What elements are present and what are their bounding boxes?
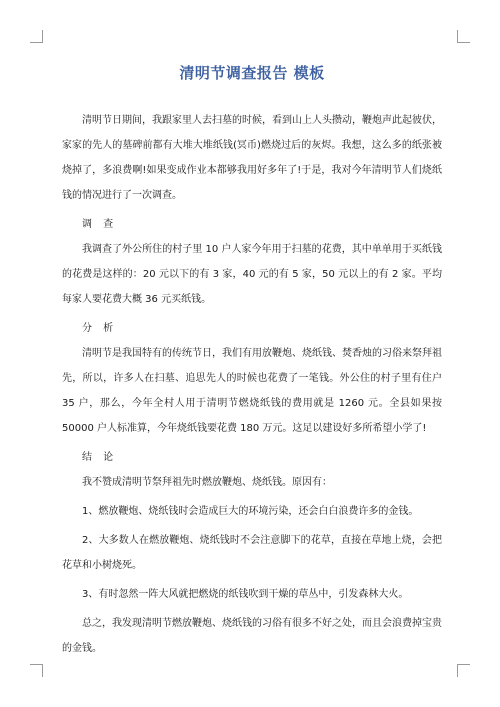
document-title: 清明节调查报告 模板 bbox=[179, 64, 325, 82]
reason-1: 1、燃放鞭炮、烧纸钱时会造成巨大的环境污染，还会白白浪费许多的金钱。 bbox=[82, 506, 419, 517]
conclusion-intro: 我不赞成清明节祭拜祖先时燃放鞭炮、烧纸钱。原因有： bbox=[82, 477, 332, 488]
conclusion-heading: 结 论 bbox=[82, 452, 118, 463]
survey-paragraph: 我调查了外公所住的村子里 10 户人家今年用于扫墓的花费，其中单单用于买纸钱的花费是这样的：20 元以下的有 3 家，40 元的有 5 家，50 元以上的有 2 家。平均每家人要花费大概 36 元买纸钱。 bbox=[62, 244, 442, 305]
summary-paragraph: 总之，我发现清明节燃放鞭炮、烧纸钱的习俗有很多不好之处，而且会浪费掉宝贵的金钱。 bbox=[62, 618, 442, 654]
survey-heading: 调 查 bbox=[82, 219, 118, 230]
analysis-heading: 分 析 bbox=[82, 323, 118, 334]
analysis-paragraph: 清明节是我国特有的传统节日，我们有用放鞭炮、烧纸钱、焚香烛的习俗来祭拜祖先，所以，许多人在扫墓、追思先人的时候也花费了一笔钱。外公住的村子里有住户 35 户，那么，今年全村人用于清明节燃烧纸钱的费用就是 1260 元。全县如果按 50000 户人标准算，今年烧纸钱要花费 180 万元。这足以建设好多所希望小学了! bbox=[62, 348, 442, 434]
reason-3: 3、有时忽然一阵大风就把燃烧的纸钱吹到干燥的草丛中，引发森林大火。 bbox=[82, 589, 409, 600]
crop-mark-bottom-right bbox=[457, 664, 470, 677]
crop-mark-bottom-left bbox=[30, 664, 43, 677]
intro-paragraph: 清明节日期间，我跟家里人去扫墓的时候，看到山上人头攒动，鞭炮声此起彼伏，家家的先人的墓碑前都有大堆大堆纸钱(冥币)燃烧过后的灰烬。我想，这么多的纸张被烧掉了，多浪费啊!如果变成作业本都够我用好多年了!于是，我对今年清明节人们烧纸钱的情况进行了一次调查。 bbox=[62, 115, 442, 201]
document-page bbox=[62, 62, 442, 661]
crop-mark-top-right bbox=[457, 30, 470, 43]
reason-2: 2、大多数人在燃放鞭炮、烧纸钱时不会注意脚下的花草，直接在草地上烧，会把花草和小树烧死。 bbox=[62, 535, 442, 571]
crop-mark-top-left bbox=[30, 30, 43, 43]
